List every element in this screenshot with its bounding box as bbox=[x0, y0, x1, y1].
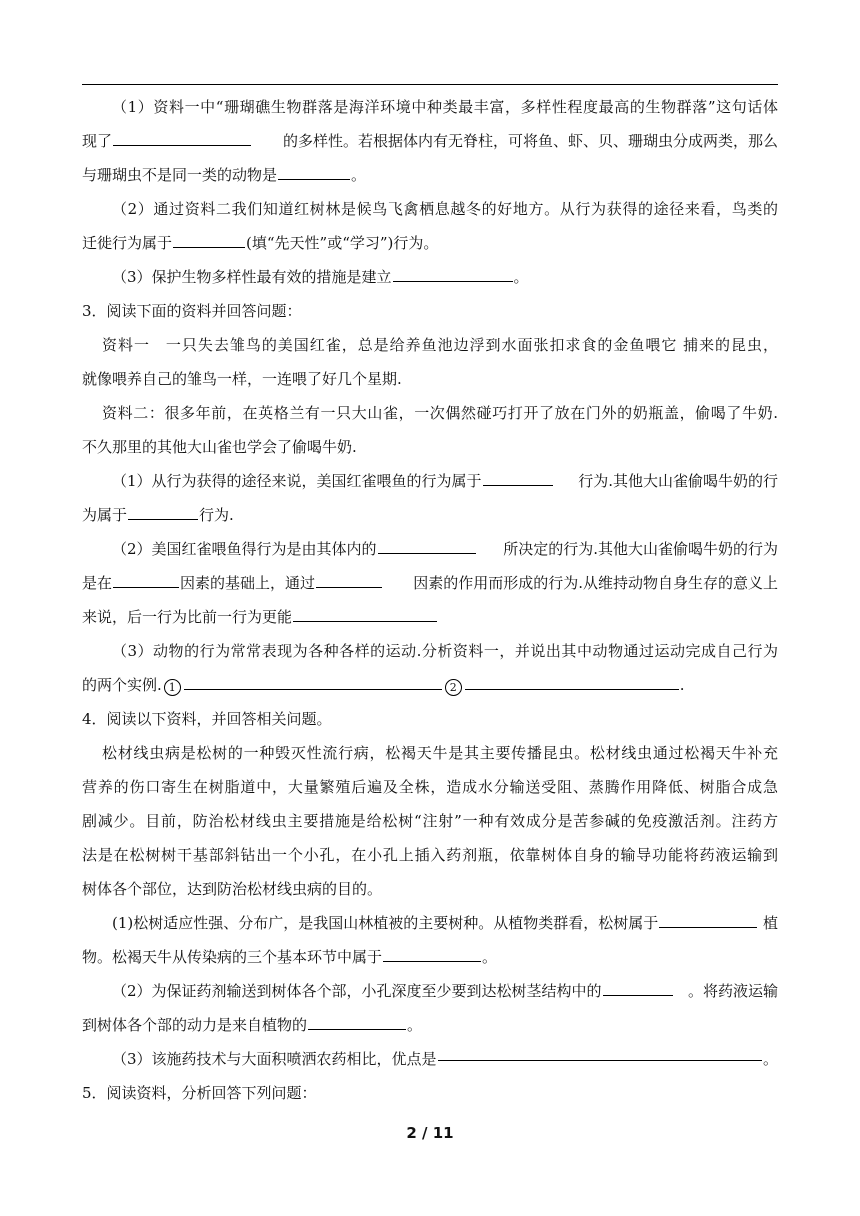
q3-sub2-line2 bbox=[82, 566, 778, 600]
text: 3．阅读下面的资料并回答问题： bbox=[82, 302, 302, 320]
text: 资料一 一只失去雏鸟的美国红雀，总是给养鱼池边浮到水面张扣求食的金鱼喂它 捕来的昆虫， bbox=[102, 336, 778, 354]
text: 资料二：很多年前，在英格兰有一只大山雀，一次偶然碰巧打开了放在门外的奶瓶盖，偷喝了牛奶. bbox=[102, 404, 778, 422]
text: （2）通过资料二我们知道红树林是候鸟飞禽栖息越冬的好地方。从行为获得的途径来看，鸟类的 bbox=[112, 200, 778, 218]
circled-number-1: 1 bbox=[164, 679, 181, 696]
text: . bbox=[679, 676, 685, 694]
text: (1)松树适应性强、分布广，是我国山林植被的主要树种。从植物类群看，松树属于 bbox=[112, 914, 659, 932]
q4-sub2-line2 bbox=[82, 1008, 778, 1042]
q4-sub3 bbox=[82, 1042, 778, 1076]
text: 迁徙行为属于 bbox=[82, 234, 173, 252]
text: （3）该施药技术与大面积喷洒农药相比，优点是 bbox=[112, 1050, 437, 1068]
text: 。 bbox=[407, 1016, 423, 1034]
text: 树体各个部位，达到防治松材线虫病的目的。 bbox=[82, 880, 383, 898]
q3-material2-line2 bbox=[82, 430, 778, 464]
text: 因素的作用而形成的行为.从维持动物自身生存的意义上 bbox=[413, 574, 778, 592]
text: 松材线虫病是松树的一种毁灭性流行病，松褐天牛是其主要传播昆虫。松材线虫通过松褐天牛补充 bbox=[102, 744, 778, 762]
text: （2）为保证药剂输送到树体各个部，小孔深度至少要到达松树茎结构中的 bbox=[112, 982, 602, 1000]
text: 来说，后一行为比前一行为更能 bbox=[82, 608, 293, 626]
text: 因素的基础上，通过 bbox=[180, 574, 316, 592]
q5-title bbox=[82, 1076, 778, 1110]
answer-blank[interactable] bbox=[383, 943, 481, 962]
text: 的两个实例. bbox=[82, 676, 162, 694]
text: (填“先天性”或“学习”)行为。 bbox=[246, 234, 439, 252]
text: 与珊瑚虫不是同一类的动物是 bbox=[82, 166, 278, 184]
answer-blank[interactable] bbox=[465, 671, 679, 690]
circled-number-2: 2 bbox=[445, 679, 462, 696]
text: 植 bbox=[762, 914, 778, 932]
q3-sub2-line1 bbox=[82, 532, 778, 566]
text: 行为.其他大山雀偷喝牛奶的行 bbox=[578, 472, 778, 490]
text: 的多样性。若根据体内有无脊柱，可将鱼、虾、贝、珊瑚虫分成两类，那么 bbox=[282, 132, 778, 150]
header-rule bbox=[82, 84, 778, 85]
q4-title bbox=[82, 702, 778, 736]
answer-blank[interactable] bbox=[378, 535, 476, 554]
text: 。 bbox=[513, 268, 529, 286]
q4-material-line1 bbox=[82, 736, 778, 770]
answer-blank[interactable] bbox=[483, 467, 553, 486]
answer-blank[interactable] bbox=[659, 909, 757, 928]
text: （1）从行为获得的途径来说，美国红雀喂鱼的行为属于 bbox=[112, 472, 482, 490]
answer-blank[interactable] bbox=[184, 671, 442, 690]
q2-sub1-line2 bbox=[82, 124, 778, 158]
answer-blank[interactable] bbox=[113, 569, 179, 588]
q3-sub3-line1 bbox=[82, 634, 778, 668]
q3-material2-line1 bbox=[82, 396, 778, 430]
text: 物。松褐天牛从传染病的三个基本环节中属于 bbox=[82, 948, 383, 966]
text: 就像喂养自己的雏鸟一样，一连喂了好几个星期. bbox=[82, 370, 402, 388]
text: （3）动物的行为常常表现为各种各样的运动.分析资料一，并说出其中动物通过运动完成自己行为 bbox=[112, 642, 778, 660]
q3-title bbox=[82, 294, 778, 328]
answer-blank[interactable] bbox=[316, 569, 382, 588]
text: 剧减少。目前，防治松材线虫主要措施是给松树“注射”一种有效成分是苦参碱的免疫激活剂。注药方 bbox=[82, 812, 778, 830]
text: （1）资料一中“珊瑚礁生物群落是海洋环境中种类最丰富，多样性程度最高的生物群落”这句话体 bbox=[112, 98, 778, 116]
text: 法是在松树树干基部斜钻出一个小孔，在小孔上插入药剂瓶，依靠树体自身的输导功能将药液运输到 bbox=[82, 846, 778, 864]
q3-sub1-line2 bbox=[82, 498, 778, 532]
q2-sub3 bbox=[82, 260, 778, 294]
q4-sub2-line1 bbox=[82, 974, 778, 1008]
answer-blank[interactable] bbox=[293, 603, 437, 622]
q4-material-line4 bbox=[82, 838, 778, 872]
q4-sub1-line1 bbox=[82, 906, 778, 940]
text: 所决定的行为.其他大山雀偷喝牛奶的行为 bbox=[503, 540, 778, 558]
answer-blank[interactable] bbox=[438, 1042, 762, 1061]
q2-sub2-line2 bbox=[82, 226, 778, 260]
page-number: 2 / 11 bbox=[406, 1124, 454, 1142]
answer-blank[interactable] bbox=[128, 501, 198, 520]
q3-sub3-line2 bbox=[82, 668, 778, 702]
text: （3）保护生物多样性最有效的措施是建立 bbox=[112, 268, 392, 286]
text: （2）美国红雀喂鱼得行为是由其体内的 bbox=[112, 540, 377, 558]
answer-blank[interactable] bbox=[113, 127, 251, 146]
q2-sub1-line1 bbox=[82, 90, 778, 124]
q4-material-line2 bbox=[82, 770, 778, 804]
q4-material-line3 bbox=[82, 804, 778, 838]
document-body bbox=[82, 90, 778, 1110]
text: 4．阅读以下资料，并回答相关问题。 bbox=[82, 710, 332, 728]
answer-blank[interactable] bbox=[603, 977, 673, 996]
q2-sub1-line3 bbox=[82, 158, 778, 192]
text: 。 bbox=[351, 166, 367, 184]
answer-blank[interactable] bbox=[173, 229, 245, 248]
answer-blank[interactable] bbox=[393, 263, 513, 282]
q3-material1-line1 bbox=[82, 328, 778, 362]
text: 。 bbox=[482, 948, 498, 966]
text: 。将药液运输 bbox=[687, 982, 778, 1000]
text: 为属于 bbox=[82, 506, 128, 524]
q3-material1-line2 bbox=[82, 362, 778, 396]
text: 。 bbox=[762, 1050, 778, 1068]
q4-sub1-line2 bbox=[82, 940, 778, 974]
answer-blank[interactable] bbox=[278, 161, 350, 180]
text: 到树体各个部的动力是来自植物的 bbox=[82, 1016, 308, 1034]
text: 现了 bbox=[82, 132, 113, 150]
text: 是在 bbox=[82, 574, 113, 592]
q2-sub2-line1 bbox=[82, 192, 778, 226]
q3-sub1-line1 bbox=[82, 464, 778, 498]
answer-blank[interactable] bbox=[308, 1011, 406, 1030]
text: 营养的伤口寄生在树脂道中，大量繁殖后遍及全株，造成水分输送受阻、蒸腾作用降低、树脂合成急 bbox=[82, 778, 778, 796]
text: 5．阅读资料，分析回答下列问题： bbox=[82, 1084, 317, 1102]
q3-sub2-line3 bbox=[82, 600, 778, 634]
q4-material-line5 bbox=[82, 872, 778, 906]
text: 不久那里的其他大山雀也学会了偷喝牛奶. bbox=[82, 438, 357, 456]
text: 行为. bbox=[199, 506, 234, 524]
